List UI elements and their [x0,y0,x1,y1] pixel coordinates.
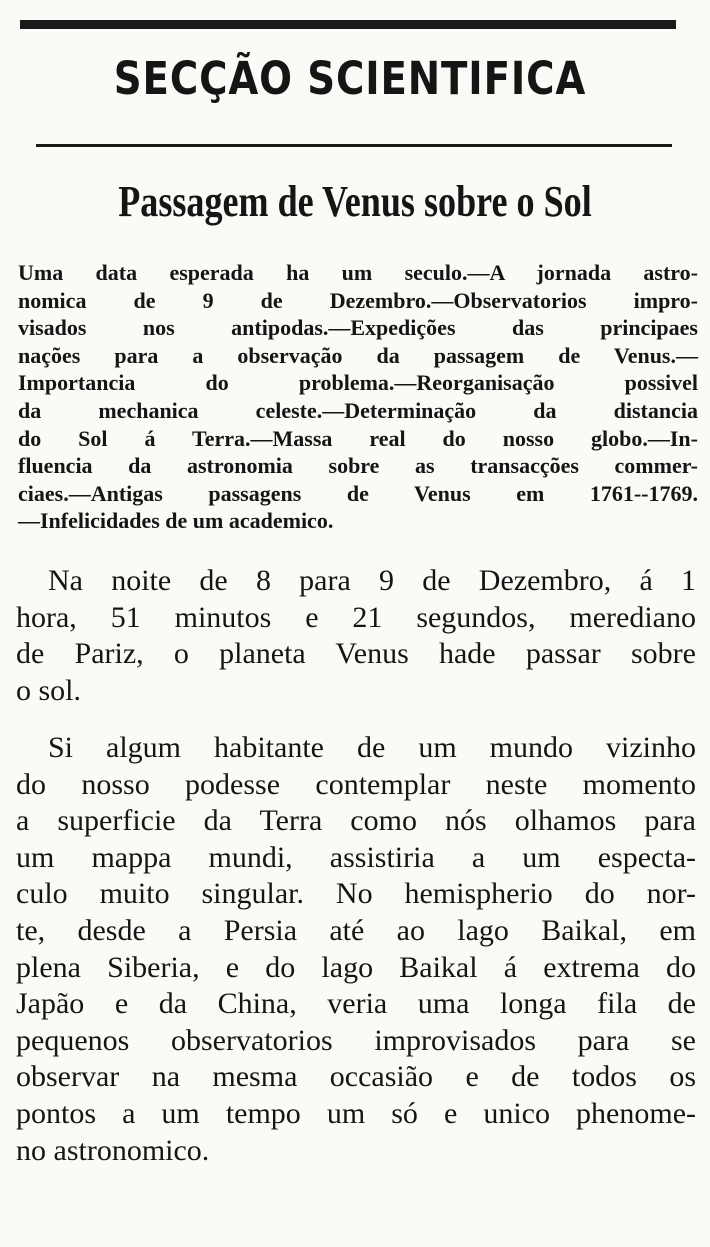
paragraph-line: do nosso podesse contemplar neste momento [16,767,696,801]
paragraph-line: observar na mesma occasião e de todos os [16,1060,696,1094]
summary-line: do Sol á Terra.—Massa real do nosso globo.—In- [18,425,698,451]
article-paragraph-2 [16,730,696,1169]
paragraph-line: no astronomico. [16,1133,210,1167]
summary-line: ciaes.—Antigas passagens de Venus em 1761--1769. [18,480,698,506]
article-title: Passagem de Venus sobre o Sol [118,177,592,226]
paragraph-line: pequenos observatorios improvisados para se [16,1023,696,1057]
paragraph-line: pontos a um tempo um só e unico phenome- [16,1096,696,1130]
summary-line: nomica de 9 de Dezembro.—Observatorios impro- [18,287,698,313]
section-title: SECÇÃO SCIENTIFICA [113,52,587,105]
section-divider [36,144,672,147]
top-rule [20,20,676,29]
paragraph-line: de Pariz, o planeta Venus hade passar sobre [16,637,696,671]
summary-line: nações para a observação da passagem de Venus.— [18,342,698,368]
summary-line: Uma data esperada ha um seculo.—A jornada astro- [18,260,698,285]
paragraph-line: a superficie da Terra como nós olhamos para [16,804,696,838]
paragraph-line: Japão e da China, veria uma longa fila de [16,987,696,1021]
paragraph-line: um mappa mundi, assistiria a um especta- [16,840,696,874]
paragraph-line: plena Siberia, e do lago Baikal á extrema do [16,950,696,984]
article-summary [18,259,698,535]
paragraph-line: Na noite de 8 para 9 de Dezembro, á 1 [48,564,696,597]
article-paragraph-1 [16,563,696,709]
paragraph-line: o sol. [16,673,82,707]
summary-line: Importancia do problema.—Reorganisação possivel [18,370,698,396]
summary-line: da mechanica celeste.—Determinação da distancia [18,397,698,423]
summary-line: visados nos antipodas.—Expedições das principaes [18,315,698,341]
paragraph-line: Si algum habitante de um mundo vizinho [48,731,696,764]
summary-line: —Infelicidades de um academico. [18,508,334,534]
paragraph-line: hora, 51 minutos e 21 segundos, merediano [16,600,696,634]
paragraph-line: te, desde a Persia até ao lago Baikal, em [16,913,696,947]
paragraph-line: culo muito singular. No hemispherio do nor- [16,877,696,911]
summary-line: fluencia da astronomia sobre as transacções commer- [18,453,698,479]
